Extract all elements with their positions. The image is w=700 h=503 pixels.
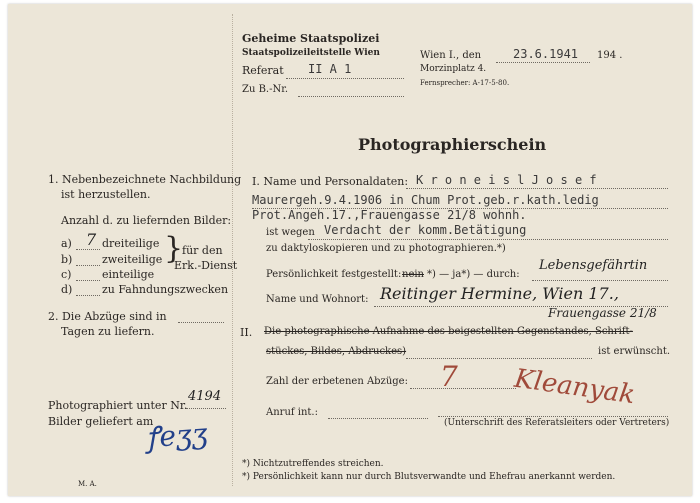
option-a-letter: a) xyxy=(61,237,72,250)
option-b-line xyxy=(76,265,100,266)
name-line xyxy=(374,306,668,307)
ist-wegen-label: ist wegen xyxy=(266,227,315,238)
anzahl-label: Anzahl d. zu liefernden Bilder: xyxy=(61,214,232,227)
name-wohnort-value: Reitinger Hermine, Wien 17., xyxy=(380,284,619,303)
reason-line xyxy=(308,239,668,240)
durch-value: Lebensgefährtin xyxy=(539,258,648,273)
ja-option: *) — ja*) — durch: xyxy=(427,269,520,280)
footnote-2: *) Persönlichkeit kann nur durch Blutsverwandte und Ehefrau anerkannt werden. xyxy=(242,472,616,482)
persoenlichkeit-label: Persönlichkeit festgestellt: xyxy=(266,269,402,280)
year-suffix: 194 . xyxy=(597,50,623,61)
anruf-line xyxy=(328,418,428,419)
dakty-text: zu daktyloskopieren und zu photographieren.*) xyxy=(266,243,506,254)
section2-text: Die photographische Aufnahme des beigestellten Gegenstandes, Schrift- xyxy=(264,326,633,337)
option-c-line xyxy=(76,280,100,281)
document-sheet xyxy=(8,4,692,496)
referat-line xyxy=(286,78,404,79)
item2-line1: 2. Die Abzüge sind in xyxy=(48,310,167,323)
typed-line-2: Prot.Angeh.17.,Frauengasse 21/8 wohnh. xyxy=(252,208,527,222)
item2-line2: Tagen zu liefern. xyxy=(61,325,155,338)
option-b-letter: b) xyxy=(61,253,73,266)
anruf-label: Anruf int.: xyxy=(266,407,318,418)
option-a-line xyxy=(76,249,100,250)
photo-number-value: 4194 xyxy=(188,389,222,404)
section2-numeral: II. xyxy=(240,326,253,339)
photo-number-label: Photographiert unter Nr. xyxy=(48,399,188,412)
column-divider xyxy=(232,14,233,486)
option-b-text: zweiteilige xyxy=(102,253,163,266)
photo-number-line xyxy=(186,408,226,409)
erk-dienst-label: Erk.-Dienst xyxy=(174,259,238,272)
typed-reason: Verdacht der komm.Betätigung xyxy=(324,223,527,237)
delivery-label: Bilder geliefert am xyxy=(48,415,154,428)
option-d-letter: d) xyxy=(61,283,73,296)
brace-glyph: } xyxy=(164,231,184,266)
option-d-line xyxy=(76,295,100,296)
address: Morzinplatz 4. xyxy=(420,64,487,74)
fuer-den-label: für den xyxy=(182,244,223,257)
item2-days-line xyxy=(178,322,224,323)
office-name: Staatspolizeileitstelle Wien xyxy=(242,48,380,58)
referat-value: II A 1 xyxy=(308,62,352,76)
durch-line xyxy=(532,280,668,281)
personal-data-label: I. Name und Personaldaten: xyxy=(252,175,409,188)
signature-caption: (Unterschrift des Referatsleiters oder Vertreters) xyxy=(444,418,670,428)
zahl-value: 7 xyxy=(440,360,458,393)
place-label: Wien I., den xyxy=(420,50,482,61)
phone: Fernsprecher: A-17-5-80. xyxy=(420,79,510,87)
referat-signature: Kleanyak xyxy=(512,363,637,411)
option-c-text: einteilige xyxy=(102,268,155,281)
section2-text-2: stückes, Bildes, Abdruckes) xyxy=(266,346,407,357)
option-a-count: 7 xyxy=(86,230,97,249)
document-title: Photographierschein xyxy=(358,135,547,154)
date-line xyxy=(496,62,590,63)
signature-line xyxy=(438,416,668,417)
referat-label: Referat xyxy=(242,64,284,77)
name-wohnort-value-2: Frauengasse 21/8 xyxy=(548,306,657,320)
personal-name: K r o n e i s l J o s e f xyxy=(416,173,597,187)
delivery-signature: ꝭeʒʒ xyxy=(144,416,209,455)
zu-line xyxy=(298,96,404,97)
date-value: 23.6.1941 xyxy=(513,47,579,61)
zahl-line xyxy=(410,388,516,389)
zu-label: Zu B.-Nr. xyxy=(242,84,289,95)
name-wohnort-label: Name und Wohnort: xyxy=(266,294,369,305)
item1-line2: ist herzustellen. xyxy=(61,188,151,201)
footnote-1: *) Nichtzutreffendes streichen. xyxy=(242,459,384,469)
personal-line xyxy=(406,188,668,189)
zahl-label: Zahl der erbetenen Abzüge: xyxy=(266,376,408,387)
agency-name: Geheime Staatspolizei xyxy=(242,32,380,45)
typed-line-1: Maurergeh.9.4.1906 in Chum Prot.geb.r.kath.ledig xyxy=(252,193,599,207)
option-d-text: zu Fahndungszwecken xyxy=(102,283,229,296)
option-c-letter: c) xyxy=(61,268,72,281)
item1-line1: 1. Nebenbezeichnete Nachbildung xyxy=(48,173,242,186)
section2-line xyxy=(406,358,592,359)
option-a-text: dreiteilige xyxy=(102,237,160,250)
erwuenscht-label: ist erwünscht. xyxy=(598,346,671,357)
nein-option: nein xyxy=(402,269,424,280)
footer-code: M. A. xyxy=(78,480,97,488)
